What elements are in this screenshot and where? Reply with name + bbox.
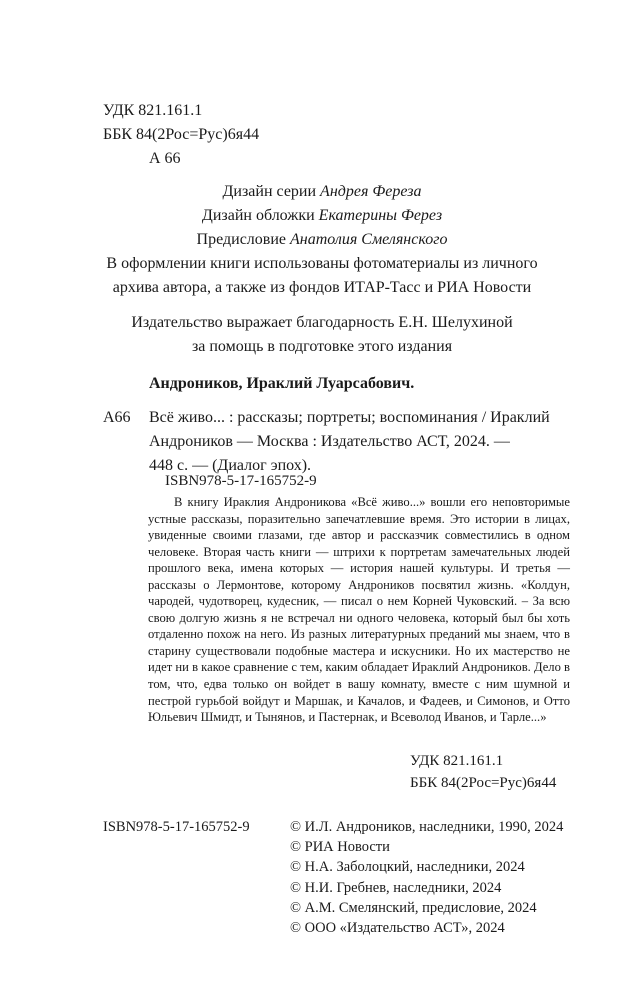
foreword-name: Анатолия Смелянского <box>290 231 448 248</box>
copyright-list <box>290 817 563 938</box>
photo-note-line-1: В оформлении книги использованы фотоматериалы из личного <box>106 255 538 272</box>
copyright-line: © И.Л. Андроников, наследники, 1990, 2024 <box>290 819 564 835</box>
foreword-credit <box>0 228 644 252</box>
catalog-mark: А66 <box>103 409 131 426</box>
udk-code-bottom: УДК 821.161.1 <box>410 753 504 769</box>
catalog-isbn: ISBN978-5-17-165752-9 <box>165 473 317 489</box>
catalog-author-heading: Андроников, Ираклий Луарсабович. <box>149 375 415 392</box>
copyright-line: © РИА Новости <box>290 839 390 856</box>
bbk-code-top: ББК 84(2Рос=Рус)6я44 <box>103 126 260 143</box>
author-mark-top: А 66 <box>149 150 181 167</box>
series-design-label: Дизайн серии <box>222 183 317 200</box>
copyright-line: © ООО «Издательство АСТ», 2024 <box>290 920 505 937</box>
annotation-text: В книгу Ираклия Андроникова «Всё живо...» вошли его неповторимые устные рассказы, поразительно запечатлевшие время. Это истории в лицах, увиденные своими глазами, где автор и рассказчик совместились в одном человеке. Вторая часть книги — штрихи к портретам замечательных людей прошлого века, имена которых — история нашей культуры. И третья — рассказы о Лермонтове, которому Андроников посвятил жизнь. «Колдун, чародей, чудотворец, кудесник, — писал о нем Корней Чуковский. – За всю свою долгую жизнь я не встречал ни одного человека, который был бы хоть отдаленно похож на него. Из разных литературных преданий мы знаем, что в старину существовали подобные мастера и искусники. Но их мастерство не идет ни в какое сравнение с тем, каким обладает Ираклий Андроников. Дело в том, что, едва только он войдет в вашу комнату, вместе с ним шумной и пестрой гурьбой войдут и Маршак, и Качалов, и Фадеев, и Симонов, и Отто Юльевич Шмидт, и Тынянов, и Пастернак, и Всеволод Иванов, и Тарле...» <box>148 495 570 725</box>
cover-design-name: Екатерины Ферез <box>318 207 443 224</box>
footer-isbn: ISBN978-5-17-165752-9 <box>103 819 250 835</box>
series-design-name: Андрея Фереза <box>320 183 422 200</box>
copyright-line: © А.М. Смелянский, предисловие, 2024 <box>290 899 537 916</box>
thanks-line-1: Издательство выражает благодарность Е.Н. Шелухиной <box>131 314 513 331</box>
copyright-line: © Н.А. Заболоцкий, наследники, 2024 <box>290 859 525 876</box>
catalog-desc-line-1: Всё живо... : рассказы; портреты; воспоминания / Ираклий <box>149 409 550 426</box>
catalog-desc-line-3: 448 с. — (Диалог эпох). <box>149 457 312 474</box>
cover-design-label: Дизайн обложки <box>201 207 315 224</box>
annotation <box>148 494 570 726</box>
copyright-line: © Н.И. Гребнев, наследники, 2024 <box>290 879 502 896</box>
thanks-line-2: за помощь в подготовке этого издания <box>191 338 453 355</box>
cover-design-credit <box>0 204 644 228</box>
catalog-desc-line-2: Андроников — Москва : Издательство АСТ, 2024. — <box>149 433 510 450</box>
bbk-code-bottom: ББК 84(2Рос=Рус)6я44 <box>410 775 557 791</box>
udk-code-top: УДК 821.161.1 <box>103 102 203 119</box>
series-design-credit <box>0 180 644 204</box>
foreword-label: Предисловие <box>196 231 286 248</box>
photo-note-line-2: архива автора, а также из фондов ИТАР-Тасс и РИА Новости <box>112 279 532 296</box>
